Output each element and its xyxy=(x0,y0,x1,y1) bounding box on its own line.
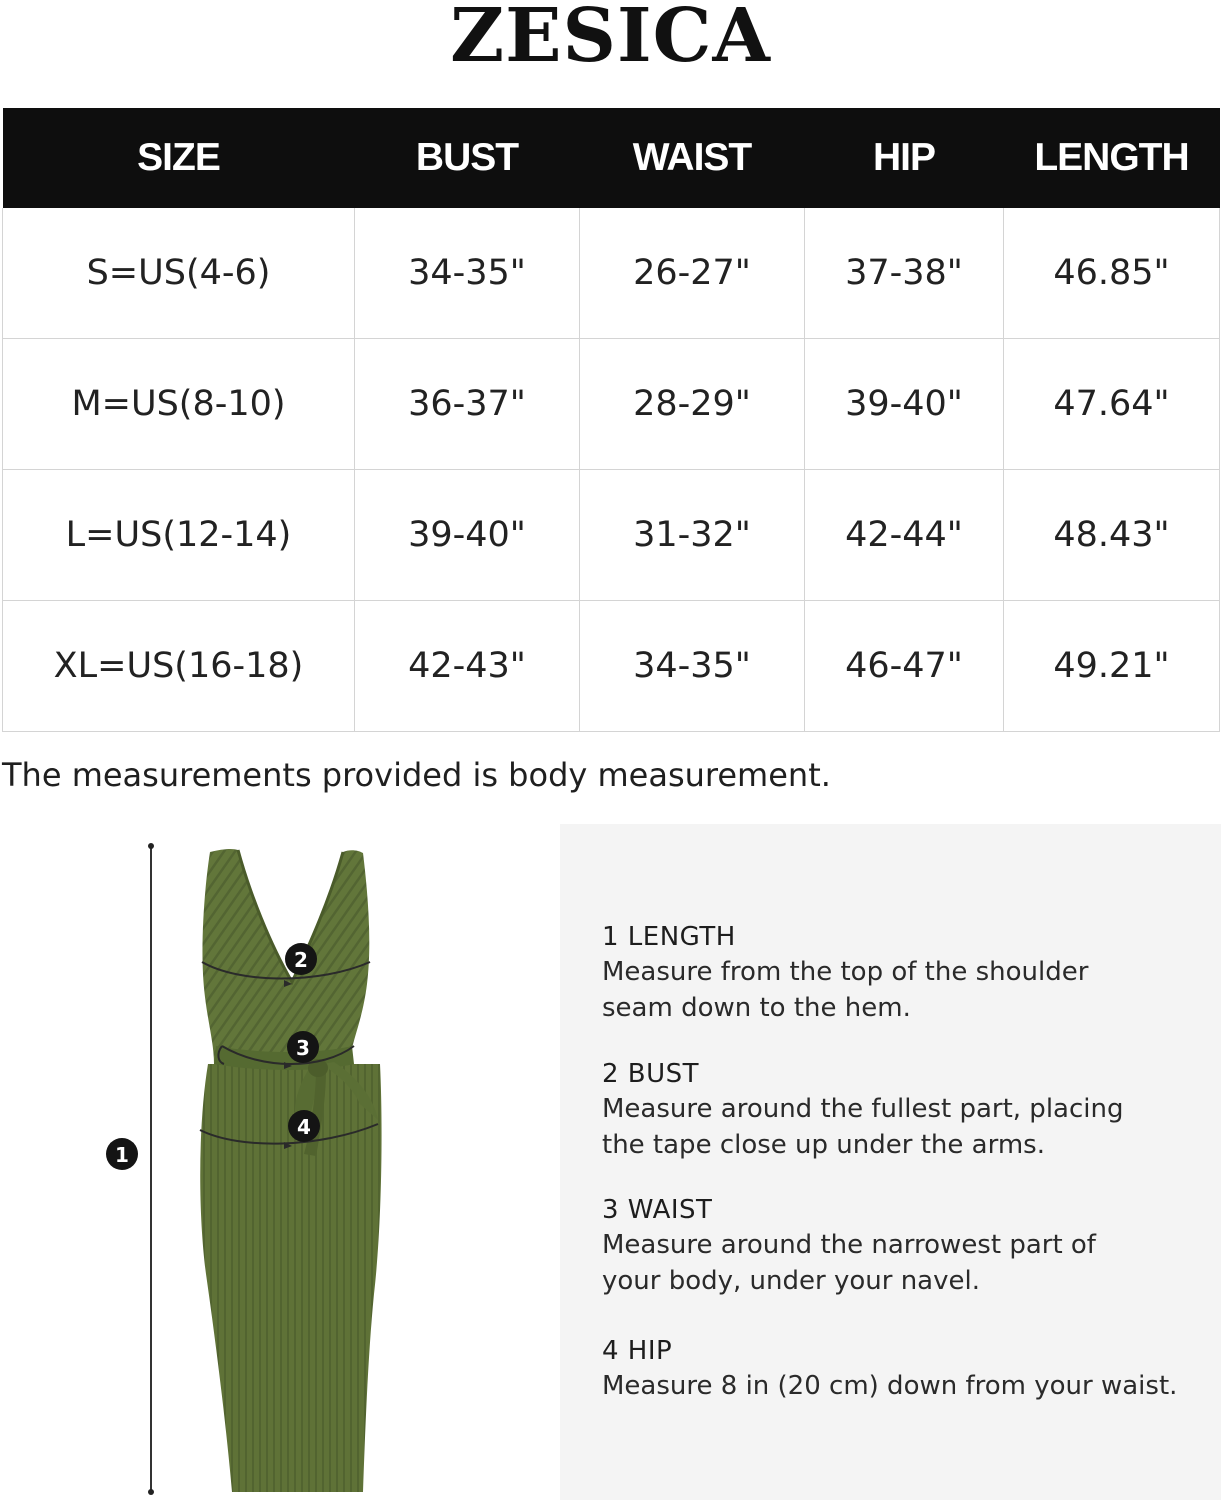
guide-bust xyxy=(602,1057,1212,1163)
header-waist: WAIST xyxy=(580,108,805,208)
table-header-row xyxy=(3,108,1220,208)
svg-text:1: 1 xyxy=(115,1143,129,1167)
cell-size: XL=US(16-18) xyxy=(3,601,355,732)
guide-desc-line: your body, under your navel. xyxy=(602,1266,980,1296)
length-measure-line xyxy=(148,843,154,1495)
cell-size: L=US(12-14) xyxy=(3,470,355,601)
cell-size: S=US(4-6) xyxy=(3,208,355,339)
size-chart-table xyxy=(2,108,1220,732)
guide-desc-line: Measure from the top of the shoulder xyxy=(602,957,1089,987)
cell-length: 47.64" xyxy=(1004,339,1220,470)
cell-hip: 39-40" xyxy=(805,339,1004,470)
cell-length: 46.85" xyxy=(1004,208,1220,339)
guide-length xyxy=(602,920,1212,1026)
cell-hip: 42-44" xyxy=(805,470,1004,601)
table-row xyxy=(3,339,1220,470)
guide-title: 3 WAIST xyxy=(602,1195,713,1225)
cell-waist: 34-35" xyxy=(580,601,805,732)
brand-logo: ZESICA xyxy=(450,0,771,79)
guide-desc-line: Measure around the narrowest part of xyxy=(602,1230,1096,1260)
cell-size: M=US(8-10) xyxy=(3,339,355,470)
cell-bust: 39-40" xyxy=(355,470,580,601)
guide-title: 2 BUST xyxy=(602,1059,700,1089)
guide-desc-line: Measure around the fullest part, placing xyxy=(602,1094,1124,1124)
marker-length xyxy=(106,1138,138,1170)
guide-desc-line: the tape close up under the arms. xyxy=(602,1130,1045,1160)
guide-desc-line: Measure 8 in (20 cm) down from your waist. xyxy=(602,1371,1178,1401)
table-row xyxy=(3,470,1220,601)
cell-waist: 28-29" xyxy=(580,339,805,470)
dress-measurement-figure xyxy=(0,824,560,1500)
guide-desc-line: seam down to the hem. xyxy=(602,993,911,1023)
cell-bust: 36-37" xyxy=(355,339,580,470)
cell-length: 48.43" xyxy=(1004,470,1220,601)
measurement-guide-panel xyxy=(560,824,1221,1500)
header-hip: HIP xyxy=(805,108,1004,208)
header-length: LENGTH xyxy=(1004,108,1220,208)
cell-length: 49.21" xyxy=(1004,601,1220,732)
guide-title: 4 HIP xyxy=(602,1336,673,1366)
marker-bust xyxy=(285,943,317,975)
cell-bust: 42-43" xyxy=(355,601,580,732)
header-size: SIZE xyxy=(3,108,355,208)
table-row xyxy=(3,601,1220,732)
marker-waist xyxy=(287,1031,319,1063)
svg-text:4: 4 xyxy=(297,1115,311,1139)
measurement-note: The measurements provided is body measurement. xyxy=(2,756,831,794)
cell-bust: 34-35" xyxy=(355,208,580,339)
table-row xyxy=(3,208,1220,339)
guide-hip xyxy=(602,1334,1212,1404)
guide-title: 1 LENGTH xyxy=(602,922,736,952)
cell-waist: 26-27" xyxy=(580,208,805,339)
cell-hip: 37-38" xyxy=(805,208,1004,339)
svg-text:2: 2 xyxy=(294,948,308,972)
marker-hip xyxy=(288,1110,320,1142)
svg-text:3: 3 xyxy=(296,1036,310,1060)
cell-hip: 46-47" xyxy=(805,601,1004,732)
guide-waist xyxy=(602,1193,1212,1299)
header-bust: BUST xyxy=(355,108,580,208)
cell-waist: 31-32" xyxy=(580,470,805,601)
